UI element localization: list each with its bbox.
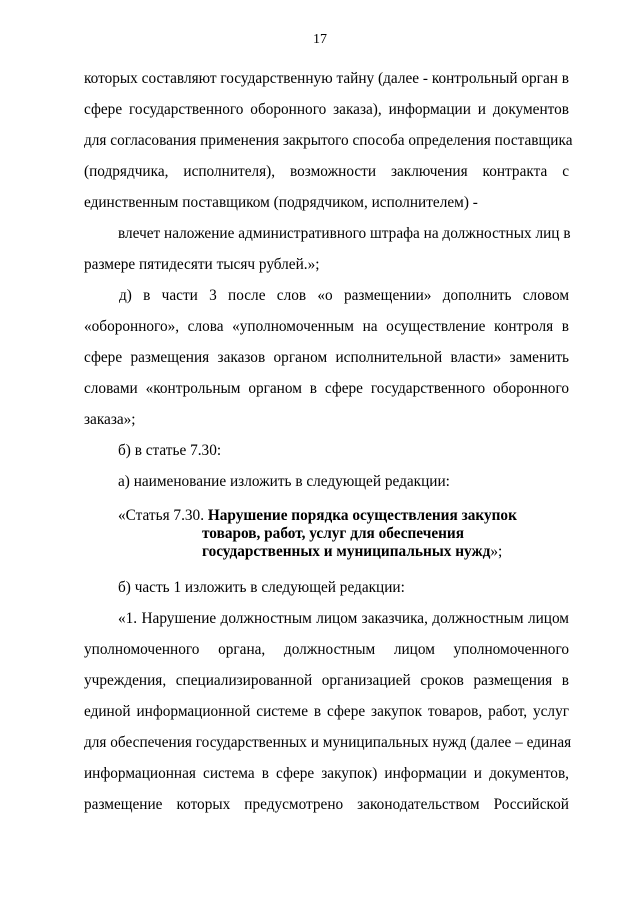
paragraph-line: (подрядчика, исполнителя), возможности заключения контракта с — [84, 163, 569, 180]
paragraph-line: единственным поставщиком (подрядчиком, исполнителем) - — [84, 194, 478, 211]
paragraph-line: «1. Нарушение должностным лицом заказчика, должностным лицом — [118, 610, 569, 627]
paragraph-line: б) в статье 7.30: — [118, 442, 222, 459]
article-prefix: «Статья 7.30. — [118, 507, 208, 524]
paragraph-line: для согласования применения закрытого способа определения поставщика — [84, 132, 573, 149]
article-heading-line1 — [118, 507, 569, 525]
paragraph-line: учреждения, специализированной организацией сроков размещения в — [84, 672, 569, 689]
paragraph-line: «оборонного», слова «уполномоченным на осуществление контроля в — [84, 318, 569, 335]
paragraph-line: информационная система в сфере закупок) информации и документов, — [84, 765, 569, 782]
page-number: 17 — [313, 32, 327, 47]
paragraph-line: словами «контрольным органом в сфере государственного оборонного — [84, 380, 569, 397]
paragraph-line: а) наименование изложить в следующей редакции: — [118, 473, 450, 490]
paragraph-line: уполномоченного органа, должностным лицом уполномоченного — [84, 641, 569, 658]
paragraph-line: сфере размещения заказов органом исполнительной власти» заменить — [84, 349, 569, 366]
paragraph-line: влечет наложение административного штрафа на должностных лиц в — [118, 225, 571, 242]
article-title-part1: Нарушение порядка осуществления закупок — [207, 507, 517, 524]
paragraph-line: для обеспечения государственных и муниципальных нужд (далее – единая — [84, 734, 572, 751]
paragraph-line: которых составляют государственную тайну (далее - контрольный орган в — [84, 70, 569, 87]
article-suffix: »; — [490, 543, 503, 560]
paragraph-line: заказа»; — [84, 411, 136, 428]
paragraph-line: сфере государственного оборонного заказа), информации и документов — [84, 101, 569, 118]
paragraph-line: размере пятидесяти тысяч рублей.»; — [84, 256, 320, 273]
article-title-part3: государственных и муниципальных нужд — [202, 543, 491, 560]
article-heading-line3 — [202, 543, 502, 561]
article-title-part2: товаров, работ, услуг для обеспечения — [202, 525, 465, 542]
paragraph-line: размещение которых предусмотрено законодательством Российской — [84, 796, 569, 813]
paragraph-line: б) часть 1 изложить в следующей редакции: — [118, 579, 405, 596]
paragraph-line: д) в части 3 после слов «о размещении» дополнить словом — [119, 287, 569, 304]
paragraph-line: единой информационной системе в сфере закупок товаров, работ, услуг — [84, 703, 569, 720]
